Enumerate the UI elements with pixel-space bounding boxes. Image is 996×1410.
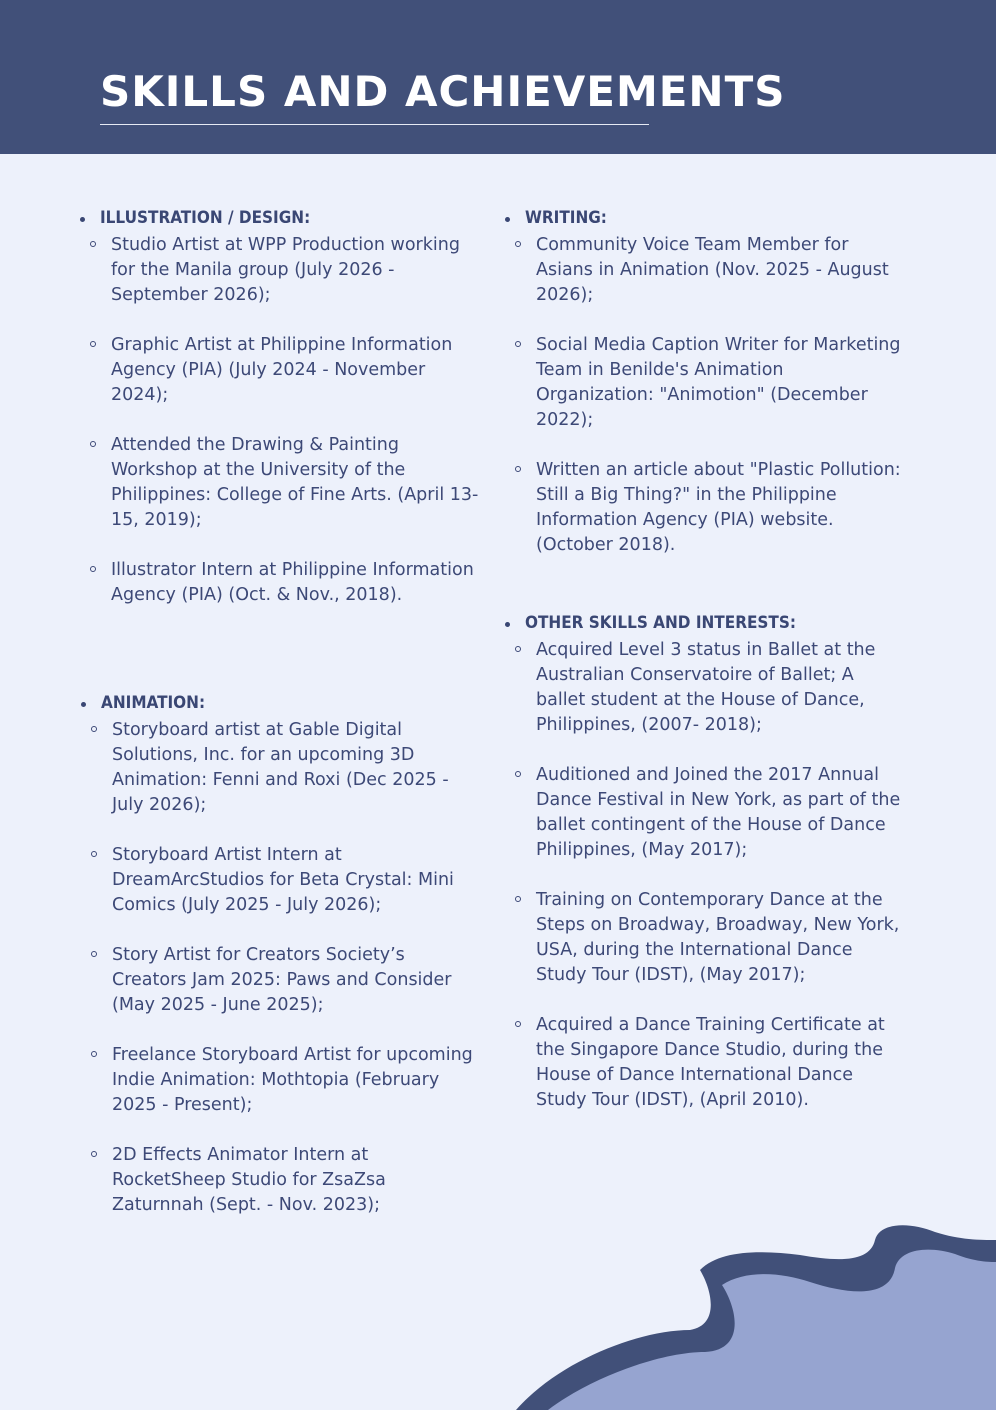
list-item-text: Story Artist for Creators Society’s Creators Jam 2025: Paws and Consider (May 2025 - June 2025); [112,945,452,1015]
list-item-text: Illustrator Intern at Philippine Information Agency (PIA) (Oct. & Nov., 2018). [111,560,474,605]
list-item-text: Written an article about "Plastic Pollution: Still a Big Thing?" in the Philippine Information Agency (PIA) website. (October 2018). [536,460,901,555]
list-item-text: Acquired a Dance Training Certificate at the Singapore Dance Studio, during the House of Dance International Dance Study Tour (IDST), (April 2010). [536,1015,885,1110]
list-item-text: Social Media Caption Writer for Marketing Team in Benilde's Animation Organization: "Animotion" (December 2022); [536,335,901,430]
list-item-text: Attended the Drawing & Painting Workshop at the University of the Philippines: College of Fine Arts. (April 13-15, 2019); [111,435,479,530]
list-item-text: Storyboard artist at Gable Digital Solutions, Inc. for an upcoming 3D Animation: Fenni and Roxi (Dec 2025 - July 2026); [112,720,449,815]
page-title: SKILLS AND ACHIEVEMENTS [100,67,786,116]
section-heading-label: OTHER SKILLS AND INTERESTS: [525,613,797,633]
list-item-text: Auditioned and Joined the 2017 Annual Dance Festival in New York, as part of the ballet contingent of the House of Dance Philippines, (May 2017); [536,765,901,860]
list-item-text: Community Voice Team Member for Asians in Animation (Nov. 2025 - August 2026); [536,235,889,305]
list-item-text: Freelance Storyboard Artist for upcoming Indie Animation: Mothtopia (February 2025 - Present); [112,1045,473,1115]
list-item-text: Graphic Artist at Philippine Information Agency (PIA) (July 2024 - November 2024); [111,335,453,405]
list-item-text: Studio Artist at WPP Production working for the Manila group (July 2026 - September 2026); [111,235,460,305]
section-heading-label: ILLUSTRATION / DESIGN: [100,208,311,228]
list-item-text: 2D Effects Animator Intern at RocketSheep Studio for ZsaZsa Zaturnnah (Sept. - Nov. 2023); [112,1145,386,1215]
list-item-text: Acquired Level 3 status in Ballet at the Australian Conservatoire of Ballet; A ballet student at the House of Dance, Philippines, (2007- 2018); [536,640,876,735]
section-heading-label: WRITING: [525,208,607,228]
list-item-text: Training on Contemporary Dance at the Steps on Broadway, Broadway, New York, USA, during the International Dance Study Tour (IDST), (May 2017); [536,890,900,985]
section-heading-label: ANIMATION: [101,693,206,713]
list-item-text: Storyboard Artist Intern at DreamArcStudios for Beta Crystal: Mini Comics (July 2025 - July 2026); [112,845,454,915]
